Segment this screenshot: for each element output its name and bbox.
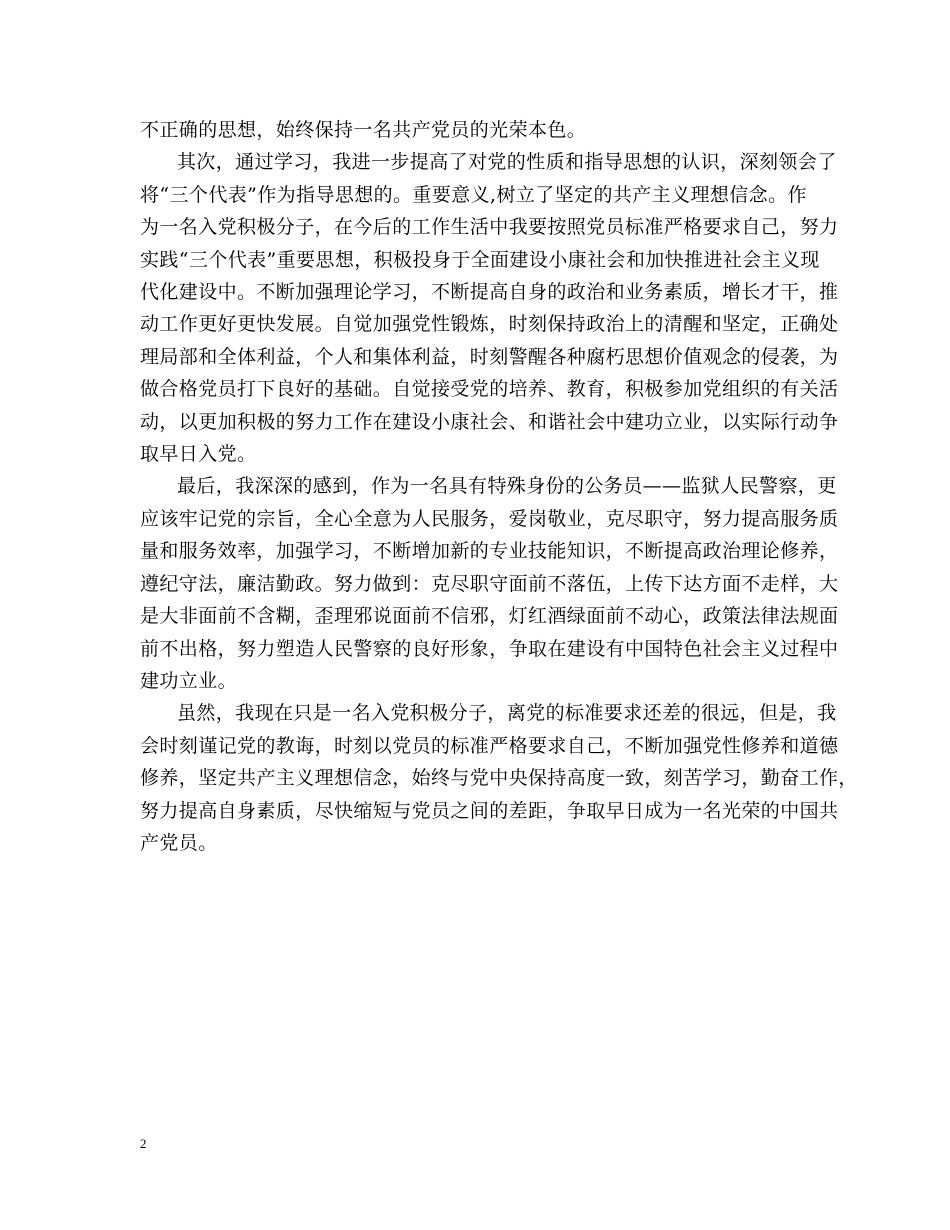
text-line: 实践“三个代表”重要思想，积极投身于全面建设小康社会和加快推进社会主义现 <box>140 248 820 271</box>
text-line: 遵纪守法，廉洁勤政。努力做到：克尽职守面前不落伍，上传下达方面不走样，大 <box>140 572 839 595</box>
text-line: 修养，坚定共产主义理想信念，始终与党中央保持高度一致，刻苦学习，勤奋工作， <box>140 767 858 790</box>
text-line: 是大非面前不含糊，歪理邪说面前不信邪，灯红酒绿面前不动心，政策法律法规面 <box>140 605 839 628</box>
text-line: 理局部和全体利益，个人和集体利益，时刻警醒各种腐朽思想价值观念的侵袭，为 <box>140 345 839 368</box>
text-line: 做合格党员打下良好的基础。自觉接受党的培养、教育，积极参加党组织的有关活 <box>140 378 839 401</box>
text-line: 将“三个代表”作为指导思想的。重要意义,树立了坚定的共产主义理想信念。作 <box>140 183 807 206</box>
text-line: 动工作更好更快发展。自觉加强党性锻炼，时刻保持政治上的清醒和坚定，正确处 <box>140 313 839 336</box>
text-line: 不正确的思想，始终保持一名共产党员的光荣本色。 <box>140 119 587 141</box>
text-line: 最后，我深深的感到，作为一名具有特殊身份的公务员——监狱人民警察，更 <box>177 475 837 498</box>
paragraph-1 <box>140 114 820 146</box>
text-line: 代化建设中。不断加强理论学习，不断提高自身的政治和业务素质，增长才干，推 <box>140 281 839 304</box>
text-line: 前不出格，努力塑造人民警察的良好形象，争取在建设有中国特色社会主义过程中 <box>140 637 839 660</box>
text-line: 为一名入党积极分子，在今后的工作生活中我要按照党员标准严格要求自己，努力 <box>140 216 839 239</box>
text-line: 取早日入党。 <box>140 443 257 466</box>
page-number: 2 <box>140 1136 147 1151</box>
document-body <box>140 114 858 859</box>
text-line: 动，以更加积极的努力工作在建设小康社会、和谐社会中建功立业，以实际行动争 <box>140 410 839 433</box>
text-line: 其次，通过学习，我进一步提高了对党的性质和指导思想的认识，深刻领会了 <box>177 151 837 174</box>
text-line: 建功立业。 <box>140 669 238 692</box>
text-line: 努力提高自身素质，尽快缩短与党员之间的差距，争取早日成为一名光荣的中国共 <box>140 799 839 822</box>
text-line: 会时刻谨记党的教诲，时刻以党员的标准严格要求自己，不断加强党性修养和道德 <box>140 734 839 757</box>
text-line: 量和服务效率，加强学习，不断增加新的专业技能知识，不断提高政治理论修养， <box>140 540 839 563</box>
paragraph-3 <box>140 470 839 697</box>
text-line: 虽然，我现在只是一名入党积极分子，离党的标准要求还差的很远，但是，我 <box>177 702 837 725</box>
paragraph-4 <box>140 697 858 859</box>
text-line: 产党员。 <box>140 831 218 854</box>
paragraph-2 <box>140 146 839 470</box>
text-line: 应该牢记党的宗旨，全心全意为人民服务，爱岗敬业，克尽职守，努力提高服务质 <box>140 507 839 530</box>
